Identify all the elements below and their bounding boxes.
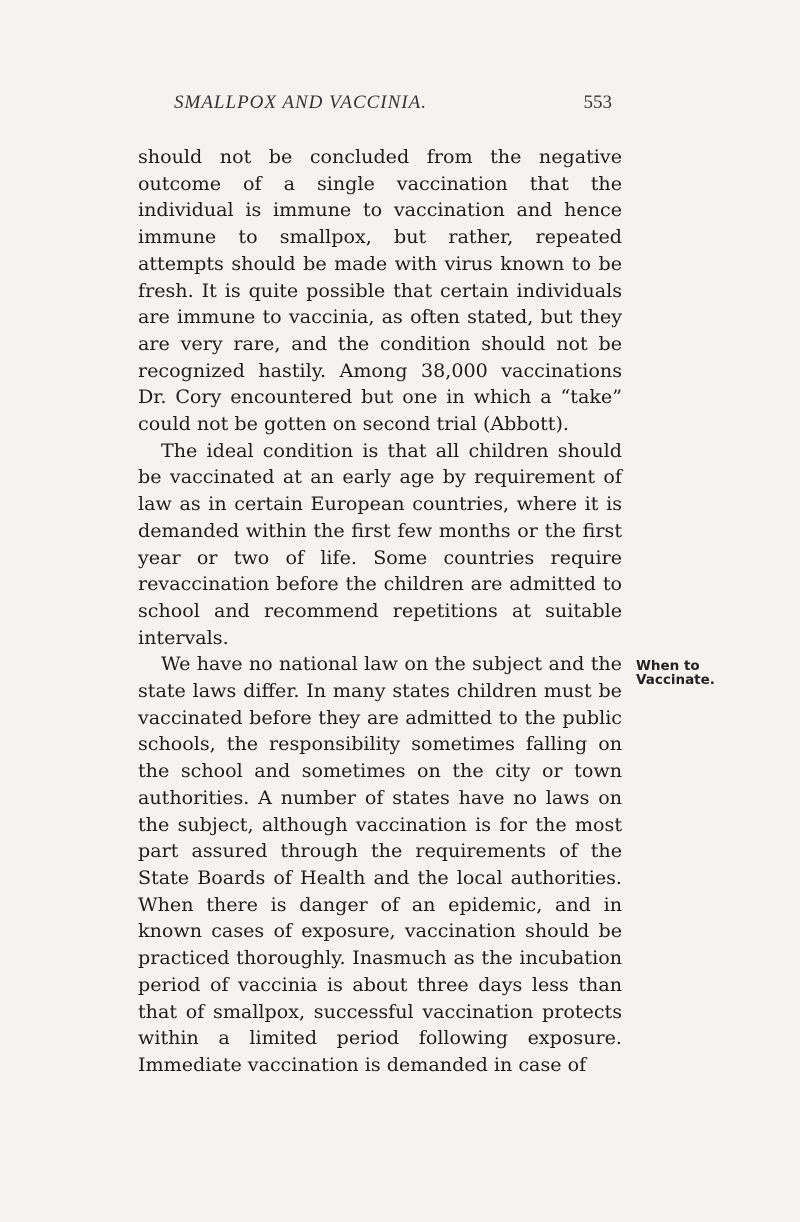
running-title: SMALLPOX AND VACCINIA. xyxy=(174,92,427,113)
margin-note-line1: When to xyxy=(636,658,700,674)
paragraph-national-law: We have no national law on the subject and the state laws differ. In many states children must be vaccinated before they are admitted to the public schools, the responsibility sometimes falling on the school and sometimes on the city or town authorities. A number of states have no laws on the subject, although vaccination is for the most part assured through the requirements of the State Boards of Health and the local authorities. When there is danger of an epidemic, and in known cases of exposure, vaccination should be practiced thoroughly. Inasmuch as the incubation period of vaccinia is about three days less than that of smallpox, successful vaccination protects within a limited period following exposure. Immediate vaccination is demanded in case of xyxy=(138,652,622,1076)
body-text xyxy=(138,144,622,1079)
paragraph-ideal-condition: The ideal condition is that all children should be vaccinated at an early age by requirement of law as in certain European countries, where it is demanded within the first few months or the first year or two of life. Some countries require revaccination before the children are admitted to school and recommend repetitions at suitable intervals. xyxy=(138,438,622,649)
paragraph-continuation: should not be concluded from the negative outcome of a single vaccination that the individual is immune to vaccination and hence immune to smallpox, but rather, repeated attempts should be made with virus known to be fresh. It is quite possible that certain individuals are immune to vaccinia, as often stated, but they are very rare, and the condition should not be recognized hastily. Among 38,000 vaccinations Dr. Cory encountered but one in which a “take” could not be gotten on second trial (Abbott). xyxy=(138,145,622,436)
page-number: 553 xyxy=(583,92,612,113)
running-head xyxy=(174,92,612,118)
margin-note xyxy=(636,659,736,687)
margin-note-line2: Vaccinate. xyxy=(636,672,715,688)
